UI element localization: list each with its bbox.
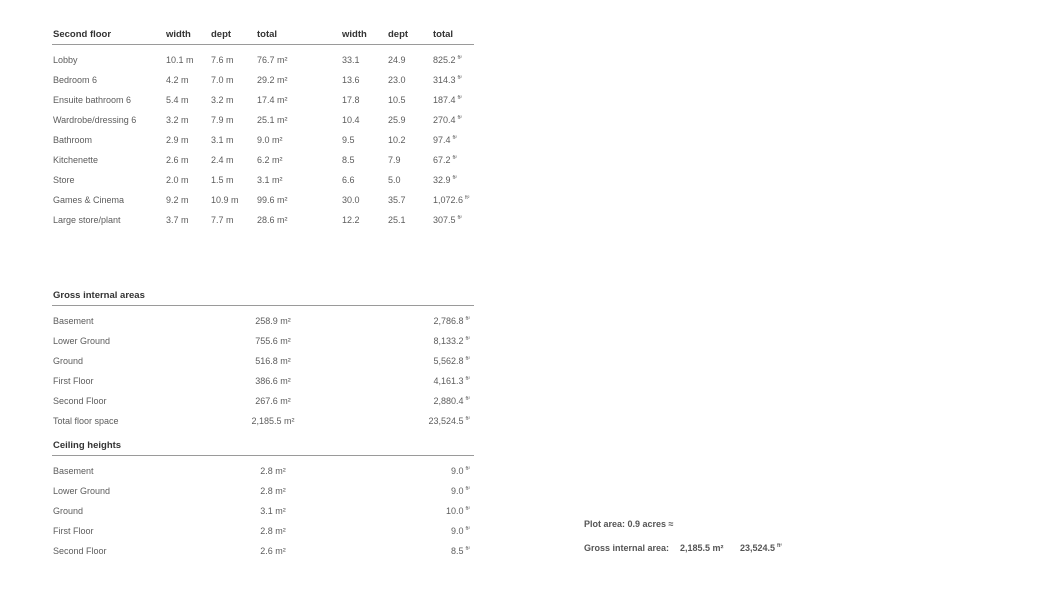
room-width-imperial: 13.6 (342, 75, 360, 85)
room-width-imperial: 17.8 (342, 95, 360, 105)
second-floor-heading: Second floor (53, 29, 112, 40)
gia-row-metric: 755.6 m² (255, 336, 291, 346)
col-header-depth-metric: dept (211, 29, 232, 40)
room-depth-metric: 3.1 m (211, 135, 234, 145)
room-total-imperial-value: 270.4 (433, 115, 456, 125)
gia-row-label: Lower Ground (53, 336, 111, 346)
room-depth-imperial: 10.2 (388, 135, 406, 145)
room-total-imperial-unit: ft² (457, 75, 462, 81)
gia-summary-imperial (740, 543, 782, 553)
room-depth-metric: 7.0 m (211, 75, 234, 85)
gia-row-metric: 2,185.5 m² (251, 416, 295, 426)
ceiling-row-imperial-value: 9.0 (451, 466, 464, 476)
room-total-imperial-value: 307.5 (433, 215, 456, 225)
room-width-metric: 5.4 m (166, 95, 189, 105)
room-width-metric: 4.2 m (166, 75, 189, 85)
room-depth-imperial: 5.0 (388, 175, 401, 185)
room-name: Large store/plant (53, 215, 121, 225)
room-total-metric: 28.6 m² (257, 215, 288, 225)
ceiling-row-imperial-value: 10.0 (446, 506, 464, 516)
gia-divider (52, 305, 474, 306)
gia-summary-imperial-unit: ft² (777, 543, 783, 549)
gia-row-label: Ground (53, 356, 84, 366)
gia-summary-imperial-value: 23,524.5 (740, 543, 776, 553)
room-total-metric: 29.2 m² (257, 75, 288, 85)
ceiling-row-imperial-unit: ft² (465, 506, 470, 512)
gia-row-metric: 267.6 m² (255, 396, 291, 406)
ceiling-row-label: Second Floor (53, 546, 107, 556)
room-depth-imperial: 35.7 (388, 195, 406, 205)
gia-row-imperial-value: 5,562.8 (433, 356, 464, 366)
room-total-imperial (433, 95, 462, 105)
room-total-metric: 25.1 m² (257, 115, 288, 125)
ceiling-row-imperial-unit: ft² (465, 486, 470, 492)
gia-row-imperial-unit: ft² (465, 416, 470, 422)
ceiling-row-imperial (451, 546, 470, 556)
ceiling-row-metric: 2.8 m² (260, 466, 286, 476)
plot-area-text: Plot area: 0.9 acres ≈ (584, 519, 674, 529)
room-width-imperial: 30.0 (342, 195, 360, 205)
ceiling-row-imperial (446, 506, 470, 516)
room-total-imperial-unit: ft² (452, 135, 457, 141)
ceiling-row-label: Lower Ground (53, 486, 111, 496)
gia-row-imperial-unit: ft² (465, 396, 470, 402)
room-total-imperial-value: 187.4 (433, 95, 456, 105)
ceiling-row-metric: 2.8 m² (260, 526, 286, 536)
room-name: Bathroom (53, 135, 93, 145)
room-width-imperial: 6.6 (342, 175, 355, 185)
ceiling-row-metric: 2.6 m² (260, 546, 286, 556)
room-total-imperial (433, 215, 462, 225)
ceiling-row-imperial-unit: ft² (465, 526, 470, 532)
room-total-imperial-unit: ft² (452, 155, 457, 161)
gia-row-label: Basement (53, 316, 94, 326)
ceiling-row-imperial (451, 526, 470, 536)
room-width-imperial: 8.5 (342, 155, 355, 165)
room-depth-metric: 1.5 m (211, 175, 234, 185)
ceiling-row-label: Ground (53, 506, 84, 516)
gia-row-imperial (434, 336, 470, 346)
ceiling-row-imperial-value: 8.5 (451, 546, 464, 556)
gia-summary-label: Gross internal area: (584, 543, 670, 553)
room-total-metric: 17.4 m² (257, 95, 288, 105)
gia-row-metric: 516.8 m² (255, 356, 291, 366)
room-name: Wardrobe/dressing 6 (53, 115, 137, 125)
room-width-metric: 2.0 m (166, 175, 189, 185)
gia-row-metric: 386.6 m² (255, 376, 291, 386)
gia-row-label: First Floor (53, 376, 94, 386)
ceiling-row-metric: 3.1 m² (260, 506, 286, 516)
gia-row-imperial (434, 316, 470, 326)
ceiling-divider (52, 455, 474, 456)
ceiling-row-label: First Floor (53, 526, 94, 536)
gia-row-label: Second Floor (53, 396, 107, 406)
gia-row-imperial-unit: ft² (465, 316, 470, 322)
room-total-metric: 3.1 m² (257, 175, 283, 185)
room-width-metric: 3.7 m (166, 215, 189, 225)
gia-row-imperial (434, 356, 470, 366)
room-total-imperial-value: 97.4 (433, 135, 451, 145)
gia-row-imperial (429, 416, 471, 426)
room-name: Bedroom 6 (53, 75, 98, 85)
room-name: Store (53, 175, 75, 185)
room-depth-metric: 7.7 m (211, 215, 234, 225)
gia-row-imperial-value: 2,880.4 (433, 396, 464, 406)
room-total-imperial-value: 314.3 (433, 75, 456, 85)
gia-row-imperial-unit: ft² (465, 356, 470, 362)
ceiling-row-imperial (451, 466, 470, 476)
room-total-metric: 6.2 m² (257, 155, 283, 165)
room-width-metric: 2.9 m (166, 135, 189, 145)
room-total-metric: 76.7 m² (257, 55, 288, 65)
gia-row-metric: 258.9 m² (255, 316, 291, 326)
room-width-metric: 2.6 m (166, 155, 189, 165)
room-width-metric: 10.1 m (166, 55, 194, 65)
room-depth-imperial: 25.1 (388, 215, 406, 225)
room-width-imperial: 10.4 (342, 115, 360, 125)
room-total-imperial-unit: ft² (457, 95, 462, 101)
gia-row-imperial-value: 4,161.3 (433, 376, 464, 386)
room-name: Lobby (53, 55, 78, 65)
ceiling-row-label: Basement (53, 466, 94, 476)
room-total-imperial (433, 155, 457, 165)
room-total-imperial-value: 825.2 (433, 55, 456, 65)
ceiling-row-imperial (451, 486, 470, 496)
room-width-imperial: 9.5 (342, 135, 355, 145)
room-depth-metric: 10.9 m (211, 195, 239, 205)
room-depth-imperial: 25.9 (388, 115, 406, 125)
gia-row-imperial-value: 23,524.5 (428, 416, 464, 426)
room-depth-metric: 7.6 m (211, 55, 234, 65)
room-total-imperial-value: 1,072.6 (433, 195, 464, 205)
room-total-imperial (433, 135, 457, 145)
room-depth-imperial: 23.0 (388, 75, 406, 85)
gia-summary-metric: 2,185.5 m² (680, 543, 724, 553)
room-total-metric: 9.0 m² (257, 135, 283, 145)
gia-row-imperial-unit: ft² (465, 336, 470, 342)
room-depth-imperial: 24.9 (388, 55, 406, 65)
gia-row-label: Total floor space (53, 416, 119, 426)
room-depth-metric: 7.9 m (211, 115, 234, 125)
gia-row-imperial-value: 2,786.8 (433, 316, 464, 326)
room-width-imperial: 12.2 (342, 215, 360, 225)
ceiling-row-imperial-value: 9.0 (451, 486, 464, 496)
room-name: Kitchenette (53, 155, 99, 165)
room-name: Games & Cinema (53, 195, 125, 205)
col-header-total-imperial: total (433, 29, 454, 40)
room-width-metric: 3.2 m (166, 115, 189, 125)
room-depth-metric: 2.4 m (211, 155, 234, 165)
gia-row-imperial (434, 396, 470, 406)
room-total-imperial-unit: ft² (457, 55, 462, 61)
room-total-imperial-value: 32.9 (433, 175, 451, 185)
room-total-imperial (433, 115, 462, 125)
gia-row-imperial-unit: ft² (465, 376, 470, 382)
room-depth-metric: 3.2 m (211, 95, 234, 105)
room-total-imperial-unit: ft² (457, 115, 462, 121)
room-total-imperial (433, 75, 462, 85)
room-total-imperial-unit: ft² (465, 195, 470, 201)
room-width-imperial: 33.1 (342, 55, 360, 65)
room-name: Ensuite bathroom 6 (53, 95, 132, 105)
room-total-imperial (433, 55, 462, 65)
col-header-width-metric: width (166, 29, 191, 40)
ceiling-row-imperial-unit: ft² (465, 466, 470, 472)
col-header-total-metric: total (257, 29, 278, 40)
room-total-imperial-value: 67.2 (433, 155, 451, 165)
room-depth-imperial: 7.9 (388, 155, 401, 165)
room-depth-imperial: 10.5 (388, 95, 406, 105)
ceiling-row-metric: 2.8 m² (260, 486, 286, 496)
gia-row-imperial-value: 8,133.2 (433, 336, 464, 346)
room-total-imperial-unit: ft² (452, 175, 457, 181)
header-divider (52, 44, 474, 45)
room-total-imperial-unit: ft² (457, 215, 462, 221)
gia-row-imperial (434, 376, 470, 386)
col-header-depth-imperial: dept (388, 29, 409, 40)
room-total-metric: 99.6 m² (257, 195, 288, 205)
room-width-metric: 9.2 m (166, 195, 189, 205)
room-total-imperial (433, 175, 457, 185)
col-header-width-imperial: width (342, 29, 367, 40)
ceiling-row-imperial-unit: ft² (465, 546, 470, 552)
ceiling-heights-heading: Ceiling heights (53, 440, 122, 451)
gross-internal-areas-heading: Gross internal areas (53, 290, 145, 301)
ceiling-row-imperial-value: 9.0 (451, 526, 464, 536)
room-total-imperial (433, 195, 469, 205)
